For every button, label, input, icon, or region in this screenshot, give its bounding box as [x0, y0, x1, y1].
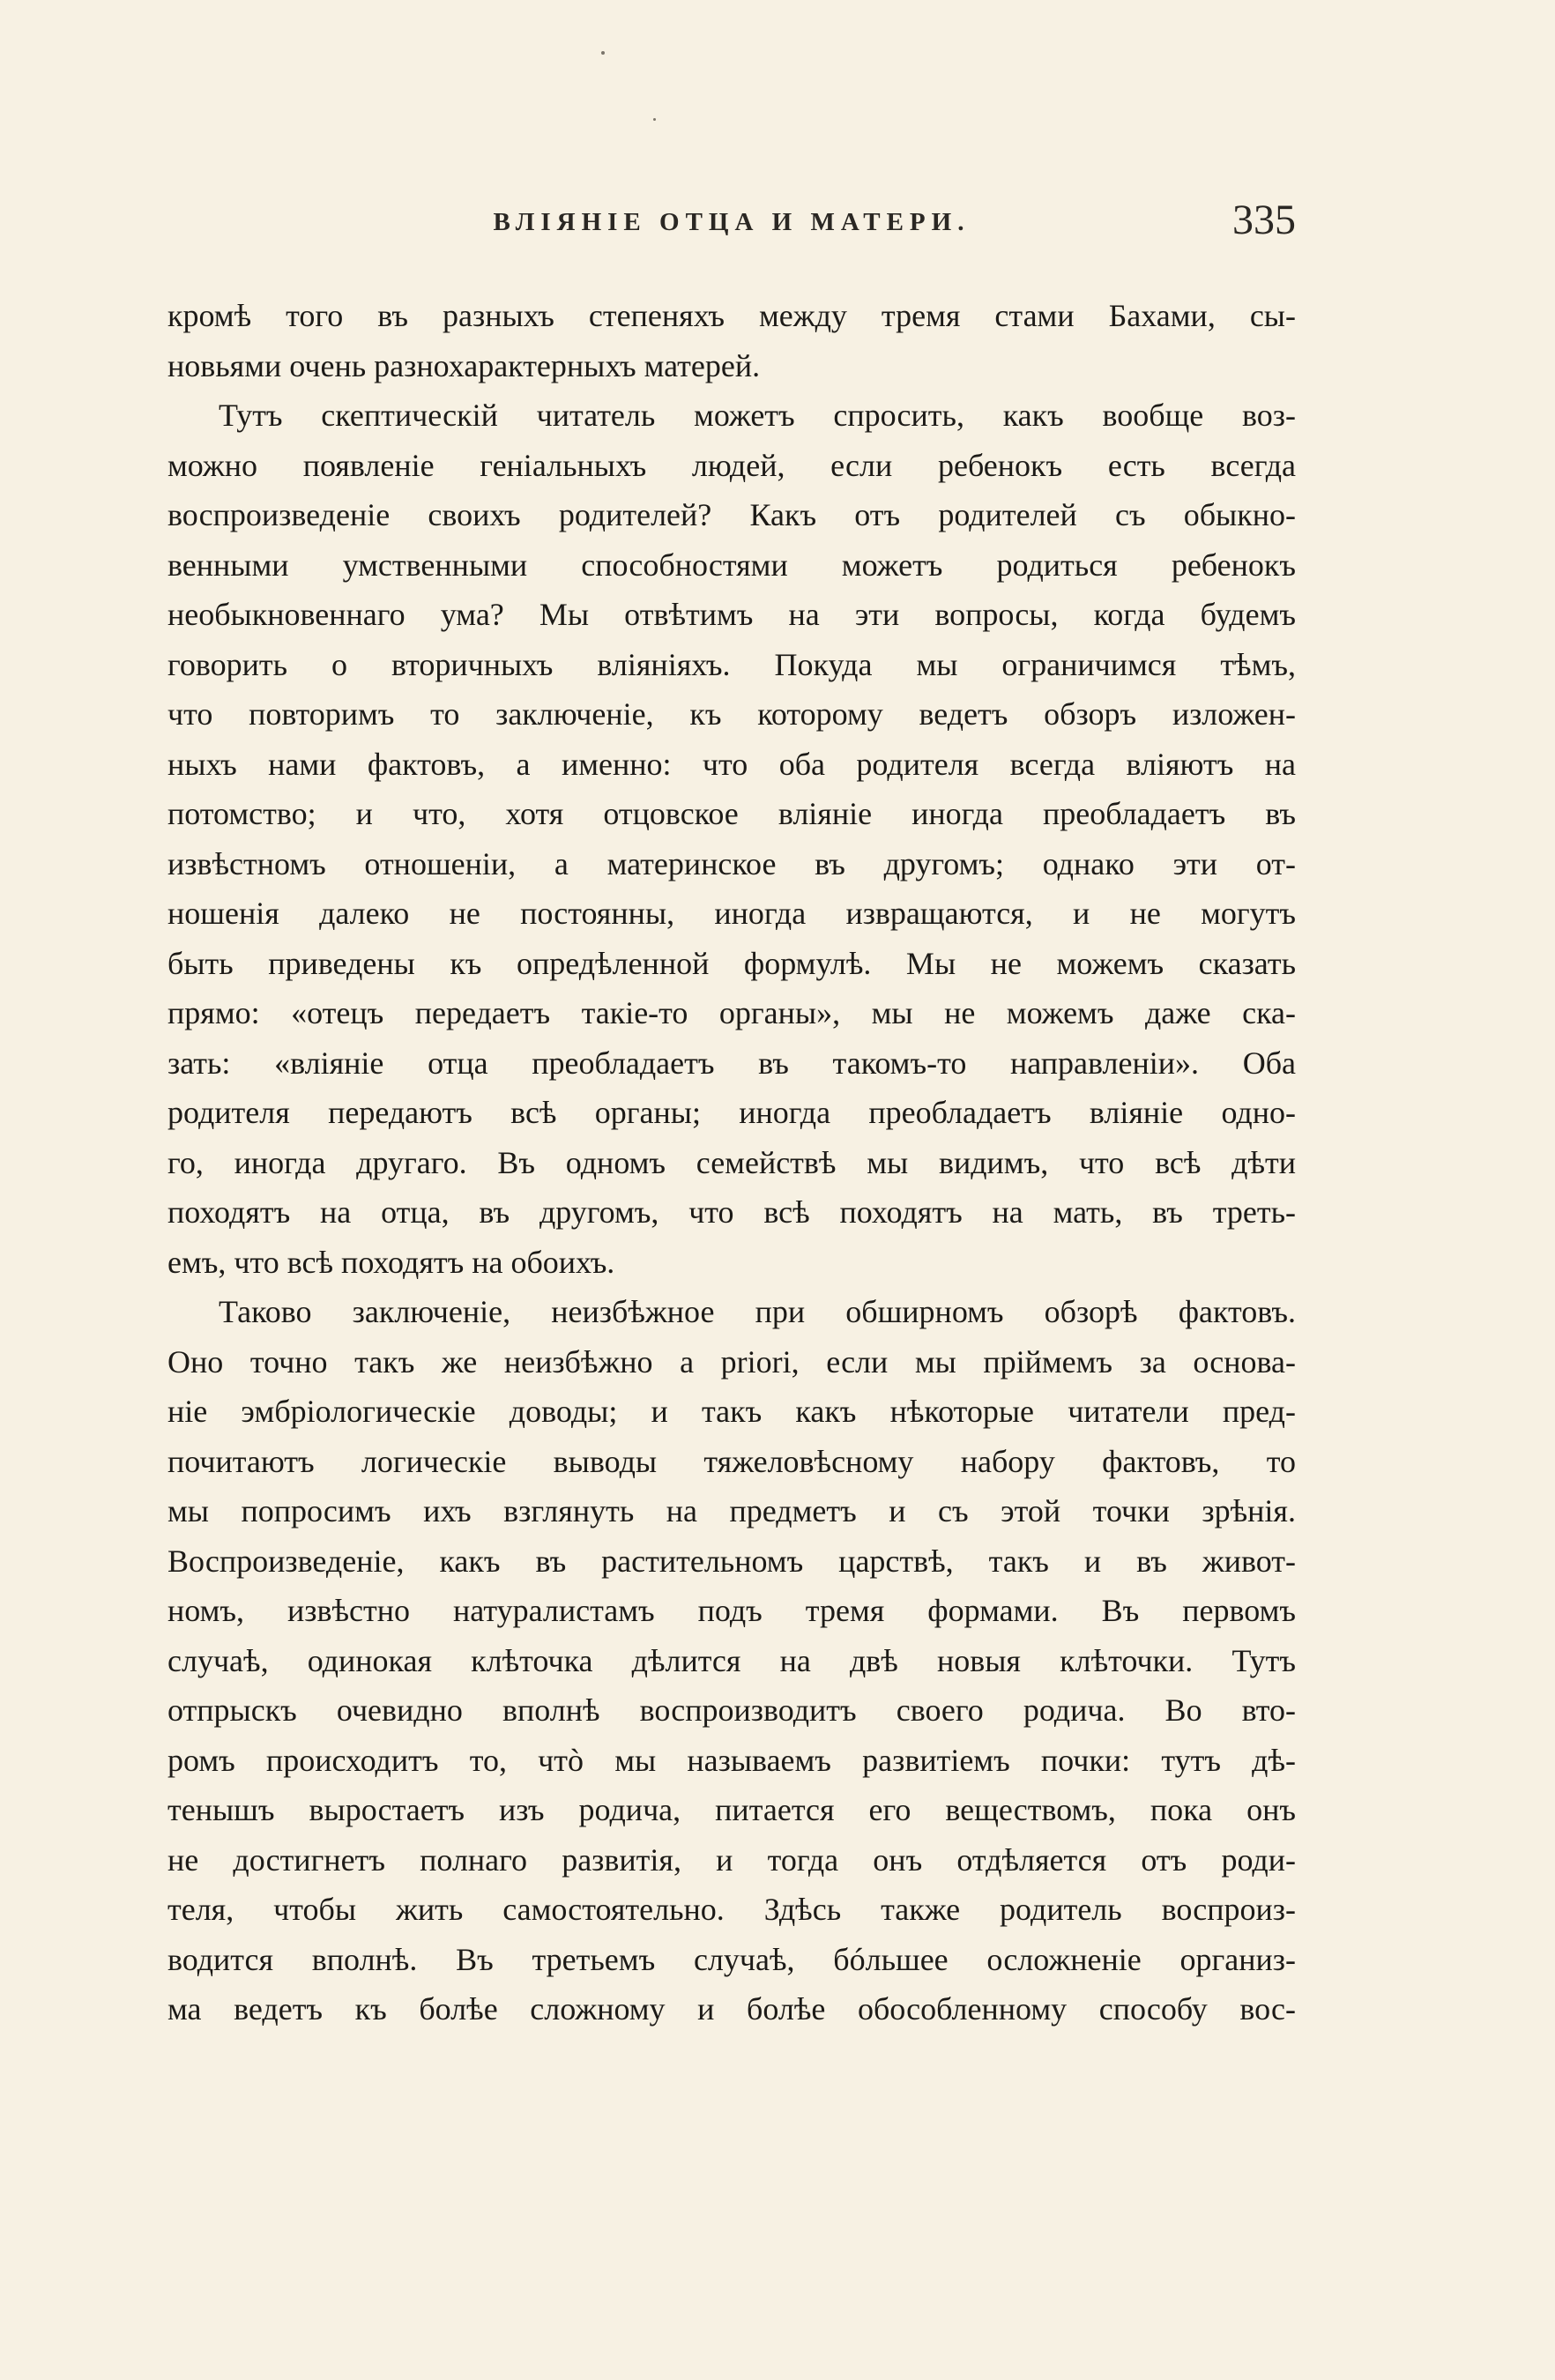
page-number: 335 — [1232, 197, 1296, 243]
text-line: не достигнетъ полнаго развитія, и тогда онъ отдѣляется отъ роди- — [167, 1841, 1296, 1878]
text-line: родителя передаютъ всѣ органы; иногда преобладаетъ вліяніе одно- — [167, 1095, 1296, 1130]
text-line: Оно точно такъ же неизбѣжно a priori, если мы пріймемъ за основа- — [167, 1343, 1296, 1380]
text-line: ма ведетъ къ болѣе сложному и болѣе обособленному способу вос- — [167, 1991, 1296, 2027]
text-line: ныхъ нами фактовъ, а именно: что оба родителя всегда вліяютъ на — [167, 746, 1296, 782]
paper-speck — [653, 118, 656, 121]
text-line: водится вполнѣ. Въ третьемъ случаѣ, бóльшее осложненіе организ- — [167, 1941, 1296, 1977]
running-title: ВЛІЯНІЕ ОТЦА И МАТЕРИ. — [493, 208, 971, 236]
text-line: отпрыскъ очевидно вполнѣ воспроизводитъ своего родича. Во вто- — [167, 1692, 1296, 1728]
text-line: тенышъ выростаетъ изъ родича, питается его веществомъ, пока онъ — [167, 1792, 1296, 1827]
text-line: зать: «вліяніе отца преобладаетъ въ такомъ-то направленіи». Оба — [167, 1045, 1296, 1081]
text-line: ніе эмбріологическіе доводы; и такъ какъ нѣкоторые читатели пред- — [167, 1394, 1296, 1429]
body-text — [167, 291, 1296, 2034]
paragraph-first-line: Таково заключеніе, неизбѣжное при обширномъ обзорѣ фактовъ. — [219, 1294, 1296, 1329]
text-line: го, иногда другаго. Въ одномъ семействѣ мы видимъ, что всѣ дѣти — [167, 1144, 1296, 1180]
text-line: емъ, что всѣ походятъ на обоихъ. — [167, 1244, 615, 1280]
text-line: теля, чтобы жить самостоятельно. Здѣсь также родитель воспроиз- — [167, 1892, 1296, 1927]
text-line: воспроизведеніе своихъ родителей? Какъ отъ родителей съ обыкно- — [167, 497, 1296, 532]
text-line: Воспроизведеніе, какъ въ растительномъ царствѣ, такъ и въ живот- — [167, 1543, 1296, 1579]
text-line: венными умственными способностями можетъ родиться ребенокъ — [167, 547, 1296, 583]
text-line: потомство; и что, хотя отцовское вліяніе иногда преобладаетъ въ — [167, 796, 1296, 831]
text-line: номъ, извѣстно натуралистамъ подъ тремя формами. Въ первомъ — [167, 1593, 1296, 1628]
text-line: ромъ происходитъ то, чтò мы называемъ развитіемъ почки: тутъ дѣ- — [167, 1742, 1296, 1778]
text-line: необыкновеннаго ума? Мы отвѣтимъ на эти вопросы, когда будемъ — [167, 597, 1296, 632]
paper-speck — [601, 51, 605, 55]
text-line: походятъ на отца, въ другомъ, что всѣ походятъ на мать, въ треть- — [167, 1194, 1296, 1230]
text-line: говорить о вторичныхъ вліяніяхъ. Покуда мы ограничимся тѣмъ, — [167, 646, 1296, 682]
paragraph-first-line: Тутъ скептическій читатель можетъ спросить, какъ вообще воз- — [219, 398, 1296, 433]
text-line: почитаютъ логическіе выводы тяжеловѣсному набору фактовъ, то — [167, 1443, 1296, 1479]
text-line: прямо: «отецъ передаетъ такіе-то органы», мы не можемъ даже ска- — [167, 995, 1296, 1030]
text-line: случаѣ, одинокая клѣточка дѣлится на двѣ новыя клѣточки. Тутъ — [167, 1642, 1296, 1678]
text-line: что повторимъ то заключеніе, къ которому ведетъ обзоръ изложен- — [167, 696, 1296, 732]
text-line: ношенія далеко не постоянны, иногда извращаются, и не могутъ — [167, 896, 1296, 931]
text-line: кромѣ того въ разныхъ степеняхъ между тремя стами Бахами, сы- — [167, 298, 1296, 333]
page-header — [167, 196, 1296, 249]
text-line: можно появленіе геніальныхъ людей, если ребенокъ есть всегда — [167, 447, 1296, 483]
text-line: новьями очень разнохарактерныхъ матерей. — [167, 347, 761, 383]
text-line: быть приведены къ опредѣленной формулѣ. Мы не можемъ сказать — [167, 945, 1296, 981]
text-line: извѣстномъ отношеніи, а материнское въ другомъ; однако эти от- — [167, 845, 1296, 881]
text-line: мы попросимъ ихъ взглянуть на предметъ и съ этой точки зрѣнія. — [167, 1493, 1296, 1528]
